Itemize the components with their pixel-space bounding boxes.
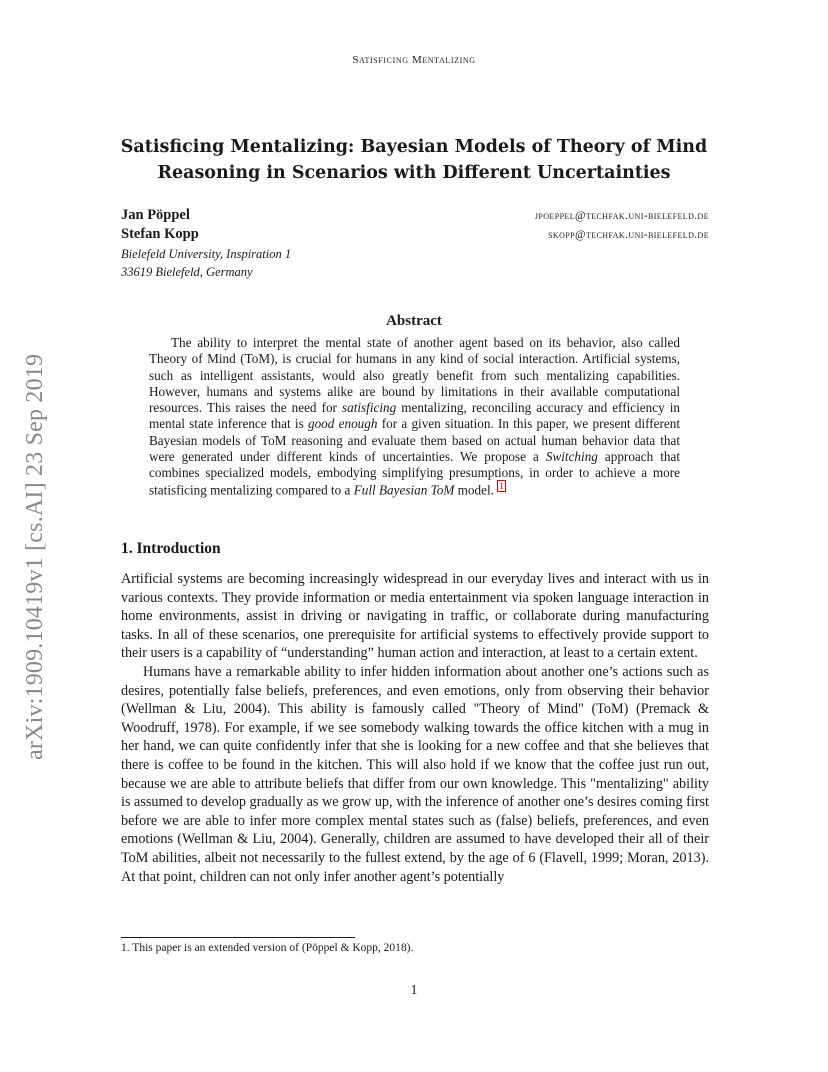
author-email: jpoeppel@techfak.uni-bielefeld.de [534,210,709,222]
abstract-segment: mentalizing, reconciling accuracy and efficiency in mental state inference that is [149,400,680,432]
abstract-emphasis: satisficing [342,400,397,416]
affiliation-line: 33619 Bielefeld, Germany [121,265,253,279]
body-paragraph: Artificial systems are becoming increasingly widespread in our everyday lives and interact with us in various contexts. They provide information or media entertainment via spoken language interaction in home environments, assist in driving or navigating in traffic, or collaborate during manufacturing tasks. In all of these scenarios, one prerequisite for artificial systems to effectively provide support to their users is a capability of “understanding” human action and interaction, at least to a certain extent. [121,571,709,662]
arxiv-identifier-text: arXiv:1909.10419v1 [cs.AI] 23 Sep 2019 [22,353,48,760]
author-email: skopp@techfak.uni-bielefeld.de [548,229,709,241]
abstract-emphasis: Switching [545,449,598,465]
section-heading: 1. Introduction [121,540,221,557]
footnote: 1. This paper is an extended version of (Pöppel & Kopp, 2018). [121,942,414,954]
footnote-rule [121,937,355,938]
arxiv-identifier-stamp [22,296,48,760]
abstract-segment: The ability to interpret the mental state of another agent based on its behavior, also called Theory of Mind (ToM), is crucial for humans in any kind of social interaction. Artificial systems, such as intelligent assistants, would also greatly benefit from such mentalizing capabilities. However, humans and systems alike are bound by limitations in their available computational resources. This raises the need for [149,335,680,416]
author-block [121,207,709,281]
body-text [121,570,709,886]
running-head: Satisficing Mentalizing [352,54,476,66]
author-row [121,226,709,245]
author-row [121,207,709,226]
abstract-emphasis: Full Bayesian ToM [353,482,455,498]
abstract-emphasis: good enough [307,416,378,432]
footnote-link[interactable]: 1 [499,480,504,491]
author-name: Jan Pöppel [121,207,190,223]
abstract-segment: model. [454,482,498,498]
paper-title: Satisficing Mentalizing: Bayesian Models of Theory of Mind Reasoning in Scenarios with Different Uncertainties [120,137,708,183]
affiliation-line: Bielefeld University, Inspiration 1 [121,247,292,261]
abstract-text [149,335,680,498]
abstract-segment: for a given situation. In this paper, we present different Bayesian models of ToM reasoning and evaluate them based on actual human behavior data that were generated under different kinds of uncertainties. We propose a [149,416,681,465]
page-number: 1 [410,982,418,997]
abstract-heading: Abstract [386,313,442,329]
author-name: Stefan Kopp [121,226,199,242]
body-paragraph: Humans have a remarkable ability to infer hidden information about another one’s actions such as desires, potentially false beliefs, preferences, and even emotions, only from observing their behavior (Wellman & Liu, 2004). This ability is famously called "Theory of Mind" (ToM) (Premack & Woodruff, 1978). For example, if we see somebody walking towards the office kitchen with a mug in her hand, we can quite confidently infer that she is looking for a new coffee and that she believes that there is coffee to be found in the kitchen. This will also hold if we know that the coffee just run out, because we are able to attribute beliefs that differ from our own knowledge. This "mentalizing" ability is assumed to develop gradually as we grow up, with the inference of another one’s desires coming first before we are able to infer more complex mental states such as (false) beliefs, preferences, and even emotions (Wellman & Liu, 2004). Generally, children are assumed to have developed their all of their ToM abilities, albeit not necessarily to the fullest extend, by the age of 6 (Flavell, 1999; Moran, 2013). At that point, children can not only infer another agent’s potentially [121,663,709,885]
abstract-segment: approach that combines specialized models, embodying simplifying presumptions, in order to achieve a more statisficing mentalizing compared to a [149,449,680,498]
